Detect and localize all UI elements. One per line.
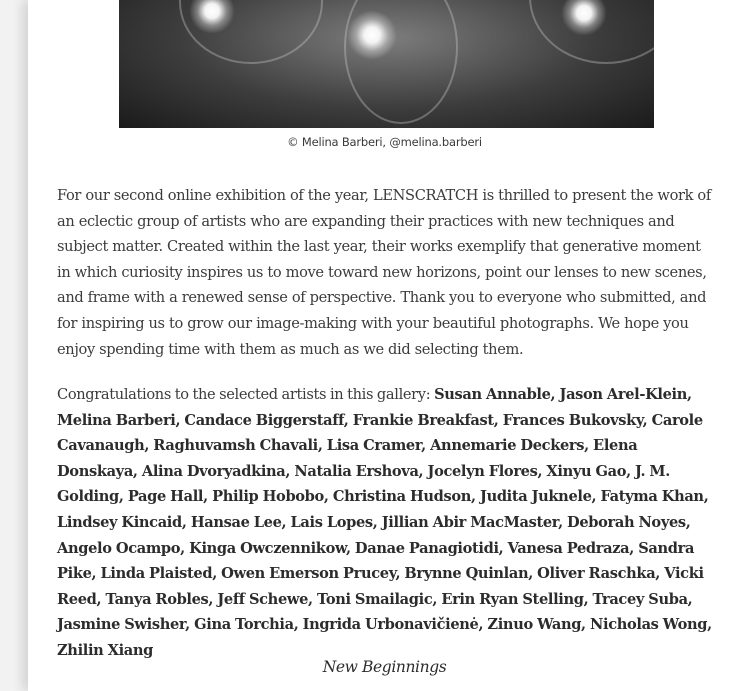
congrats-lead: Congratulations to the selected artists in this gallery: <box>57 386 435 403</box>
congrats-paragraph <box>57 382 717 664</box>
photo-light <box>347 10 397 60</box>
section-title: New Beginnings <box>322 658 447 676</box>
intro-paragraph: For our second online exhibition of the year, LENSCRATCH is thrilled to present the work of an eclectic group of artists who are expanding their practices with new techniques and subject matter. Created within the last year, their works exemplify that generative moment in which curiosity inspires us to move toward new horizons, point our lenses to new scenes, and frame with a renewed sense of perspective. Thank you to everyone who submitted, and for inspiring us to grow our image-making with your beautiful photographs. We hope you enjoy spending time with them as much as we did selecting them. <box>57 187 711 358</box>
artist-list: Susan Annable, Jason Arel-Klein, Melina Barberi, Candace Biggerstaff, Frankie Breakfast, Frances Bukovsky, Carole Cavanaugh, Raghuvamsh Chavali, Lisa Cramer, Annemarie Deckers, Elena Donskaya, Alina Dvoryadkina, Natalia Ershova, Jocelyn Flores, Xinyu Gao, J. M. Golding, Page Hall, Philip Hobobo, Christina Hudson, Judita Juknele, Fatyma Khan, Lindsey Kincaid, Hansae Lee, Lais Lopes, Jillian Abir MacMaster, Deborah Noyes, Angelo Ocampo, Kinga Owczennikow, Danae Panagiotidi, Vanesa Pedraza, Sandra Pike, Linda Plaisted, Owen Emerson Prucey, Brynne Quinlan, Oliver Raschka, Vicki Reed, Tanya Robles, Jeff Schewe, Toni Smailagic, Erin Ryan Stelling, Tracey Suba, Jasmine Swisher, Gina Torchia, Ingrida Urbonavičienė, Zinuo Wang, Nicholas Wong, Zhilin Xiang <box>57 386 712 659</box>
article-content <box>28 0 741 691</box>
photo-caption: © Melina Barberi, @melina.barberi <box>287 135 482 149</box>
featured-photo[interactable] <box>119 0 654 128</box>
